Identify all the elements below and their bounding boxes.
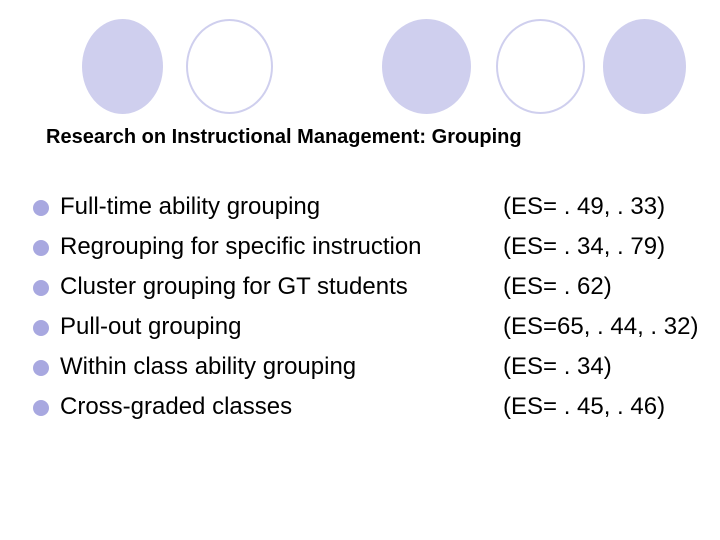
- grouping-list: [0, 189, 720, 429]
- decorative-circle-3: [382, 19, 471, 114]
- decorative-circle-1: [82, 19, 163, 114]
- effect-size: (ES= . 34): [503, 353, 612, 380]
- item-label: Regrouping for specific instruction: [60, 233, 422, 260]
- decorative-circle-2: [186, 19, 273, 114]
- item-label: Cross-graded classes: [60, 393, 293, 420]
- list-item: [0, 349, 720, 389]
- item-label: Full-time ability grouping: [60, 193, 321, 220]
- bullet-icon: [33, 280, 49, 296]
- slide-title: Research on Instructional Management: Grouping: [46, 126, 522, 148]
- list-item: [0, 229, 720, 269]
- list-item: [0, 389, 720, 429]
- effect-size: (ES= . 34, . 79): [503, 233, 666, 260]
- list-item: [0, 309, 720, 349]
- effect-size: (ES= . 62): [503, 273, 612, 300]
- item-label: Within class ability grouping: [60, 353, 357, 380]
- bullet-icon: [33, 320, 49, 336]
- bullet-icon: [33, 400, 49, 416]
- effect-size: (ES= . 45, . 46): [503, 393, 666, 420]
- item-label: Cluster grouping for GT students: [60, 273, 408, 300]
- item-label: Pull-out grouping: [60, 313, 242, 340]
- effect-size: (ES= . 49, . 33): [503, 193, 666, 220]
- list-item: [0, 189, 720, 229]
- decorative-circle-4: [496, 19, 585, 114]
- bullet-icon: [33, 200, 49, 216]
- bullet-icon: [33, 360, 49, 376]
- effect-size: (ES=65, . 44, . 32): [503, 313, 699, 340]
- list-item: [0, 269, 720, 309]
- bullet-icon: [33, 240, 49, 256]
- decorative-circle-5: [603, 19, 686, 114]
